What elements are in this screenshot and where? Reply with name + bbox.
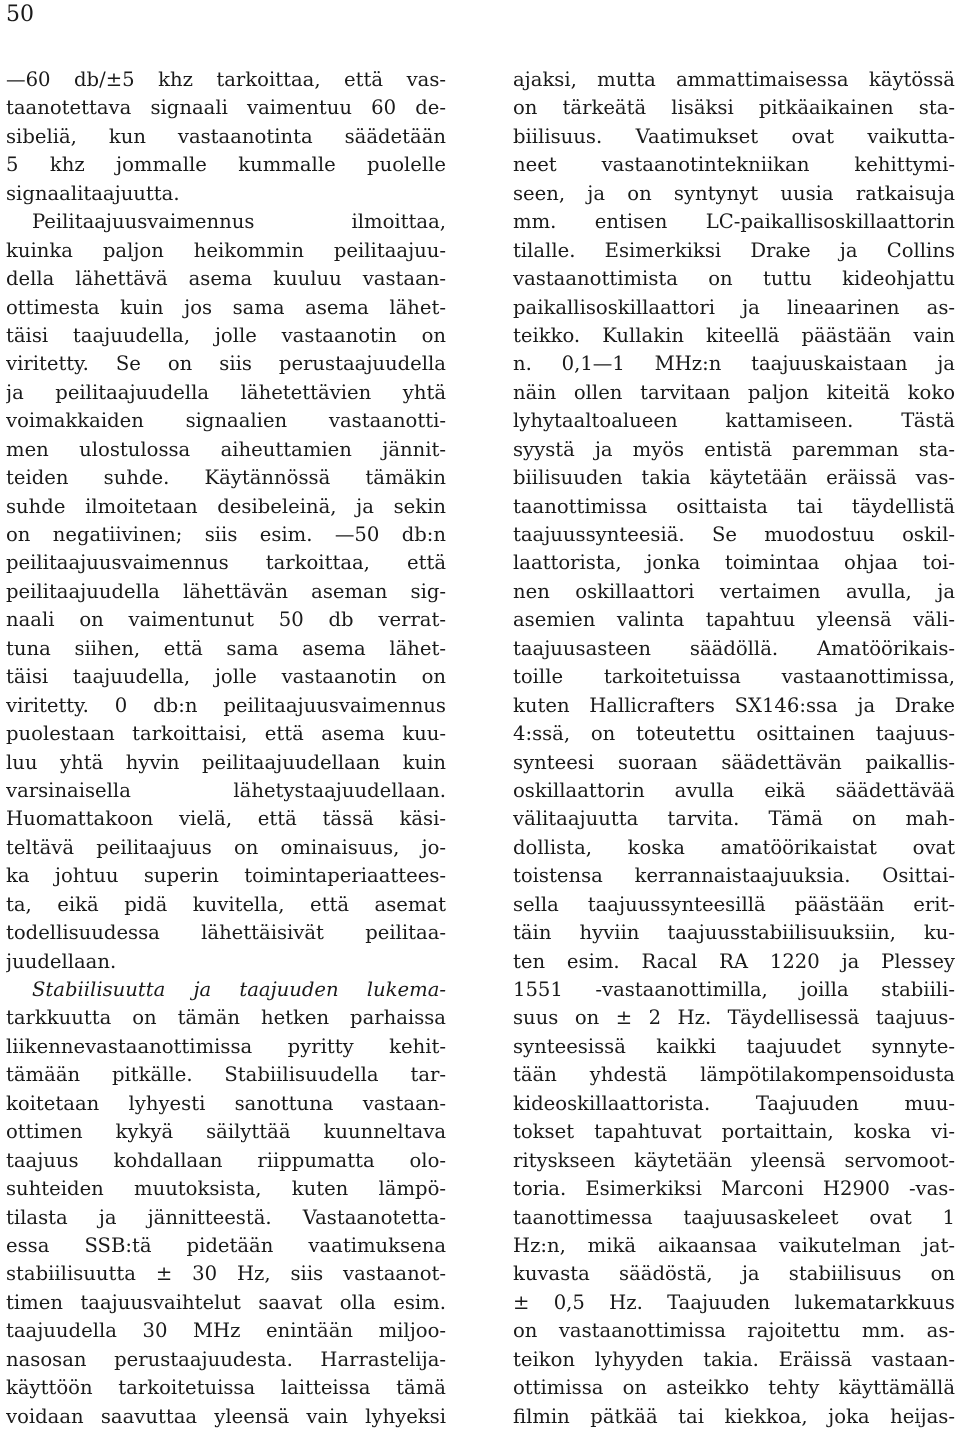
text-line: suhteiden muutoksista, kuten lämpö- (6, 1177, 446, 1201)
text-line: toille tarkoitetuissa vastaanottimissa, (513, 665, 955, 689)
text-line: voimakkaiden signaalien vastaanotti- (6, 409, 446, 433)
text-line: käyttöön tarkoitetuissa laitteissa tämä (6, 1376, 446, 1400)
page-number: 50 (6, 2, 34, 27)
text-line: täin hyviin taajuusstabiilisuuksiin, ku- (513, 921, 955, 945)
text-line: 5 khz jommalle kummalle puolelle (6, 153, 446, 177)
text-line: taajuusasteen säädöllä. Amatöörikais- (513, 636, 955, 660)
text-line: vastaanottimista on tuttu kideohjattu (513, 267, 955, 291)
text-line: tilalle. Esimerkiksi Drake ja Collins (513, 238, 955, 262)
text-line: kuinka paljon heikommin peilitaajuu- (6, 238, 446, 262)
text-line: puolestaan tarkoittaisi, että asema kuu- (6, 722, 446, 746)
text-line: ten esim. Racal RA 1220 ja Plessey (513, 949, 955, 973)
text-line: nen oskillaattori vertaimen avulla, ja (513, 579, 955, 603)
text-line: Peilitaajuusvaimennus ilmoittaa, (32, 210, 446, 234)
text-line: asemien valinta tapahtuu yleensä väli- (513, 608, 955, 632)
text-line: kuvasta säädöstä, ja stabiilisuus on (513, 1262, 955, 1286)
text-line: tokset tapahtuvat portaittain, koska vi- (513, 1120, 955, 1144)
left-column (6, 66, 446, 1431)
text-line: ja peilitaajuudella lähetettävien yhtä (6, 380, 446, 404)
text-line: taanottimissa osittaista tai täydellistä (513, 494, 955, 518)
text-line: Hz:n, mikä aikaansaa vaikutelman jat- (513, 1233, 955, 1257)
text-line: lyhytaaltoalueen kattamiseen. Tästä (513, 409, 955, 433)
text-line: täisi taajuudella, jolle vastaanotin on (6, 665, 446, 689)
text-line: näin ollen tarvitaan paljon kiteitä koko (513, 380, 955, 404)
text-line: tään yhdestä lämpötilakompensoidusta (513, 1063, 955, 1087)
text-line: koitetaan lyhyesti sanottuna vastaan- (6, 1091, 446, 1115)
text-line: suhde ilmoitetaan desibeleinä, ja sekin (6, 494, 446, 518)
text-line: biilisuus. Vaatimukset ovat vaikutta- (513, 124, 955, 148)
text-line: timen taajuusvaihtelut saavat olla esim. (6, 1290, 446, 1314)
text-line: liikennevastaanottimissa pyritty kehit- (6, 1034, 446, 1058)
text-line: dollista, koska amatöörikaistat ovat (513, 835, 955, 859)
text-line: rityskseen käytetään yleensä servomoot- (513, 1148, 955, 1172)
text-line: ottimesta kuin jos sama asema lähet- (6, 295, 446, 319)
text-line: on tärkeätä lisäksi pitkäaikainen sta- (513, 96, 955, 120)
text-line: 1551 -vastaanottimilla, joilla stabiili- (513, 978, 955, 1001)
text-line: teikko. Kullakin kiteellä päästään vain (513, 323, 955, 347)
text-line: ottimen kykyä säilyttää kuunneltava (6, 1120, 446, 1144)
text-line: —60 db/±5 khz tarkoittaa, että vas- (6, 68, 446, 91)
text-line: neet vastaanotintekniikan kehittymi- (513, 153, 955, 177)
text-line: 4:ssä, on toteutettu osittainen taajuus- (513, 722, 955, 746)
text-line: juudellaan. (6, 949, 117, 973)
text-line: kideoskillaattorista. Taajuuden muu- (513, 1091, 955, 1115)
text-line: teikon lyhyyden takia. Eräissä vastaan- (513, 1347, 955, 1371)
text-line: synteesissä kaikki taajuudet synnyte- (513, 1034, 955, 1058)
text-line: teiden suhde. Käytännössä tämäkin (6, 466, 446, 490)
text-line: ajaksi, mutta ammattimaisessa käytössä (513, 68, 955, 91)
text-line: laattorista, jonka toimintaa ohjaa toi- (513, 551, 955, 575)
text-line: taajuus kohdallaan riippumatta olo- (6, 1148, 446, 1172)
text-line: synteesi suoraan säädettävän paikallis- (513, 750, 955, 774)
text-line: ottimissa on asteikko tehty käyttämällä (513, 1376, 955, 1400)
text-line: seen, ja on syntynyt uusia ratkaisuja (513, 181, 955, 205)
text-line: kuten Hallicrafters SX146:ssa ja Drake (513, 693, 955, 717)
right-column (513, 66, 955, 1431)
text-line: taajuussynteesiä. Se muodostuu oskil- (513, 523, 955, 546)
text-line: viritetty. 0 db:n peilitaajuusvaimennus (6, 693, 446, 717)
text-line: tuna siihen, että sama asema lähet- (6, 636, 446, 660)
text-line: mm. entisen LC-paikallisoskillaattorin (513, 210, 955, 234)
text-line: della lähettävä asema kuuluu vastaan- (6, 267, 446, 291)
text-line: ± 0,5 Hz. Taajuuden lukematarkkuus (513, 1290, 955, 1314)
text-line: todellisuudessa lähettäisivät peilitaa- (6, 921, 446, 945)
text-line: toistensa kerrannaistaajuuksia. Osittai- (513, 864, 955, 888)
text-line (6, 976, 446, 1004)
text-line: ta, eikä pidä kuvitella, että asemat (6, 892, 446, 916)
text-line: suus on ± 2 Hz. Täydellisessä taajuus- (513, 1006, 955, 1030)
text-line: oskillaattorin avulla eikä säädettävää (513, 778, 955, 802)
text-line: toria. Esimerkiksi Marconi H2900 -vas- (513, 1177, 955, 1201)
text-line: sibeliä, kun vastaanotinta säädetään (6, 124, 446, 148)
text-line: filmin pätkää tai kiekkoa, joka heijas- (513, 1404, 955, 1428)
text-line: biilisuuden takia käytetään eräissä vas- (513, 466, 955, 490)
text-line: taajuudella 30 MHz enintään miljoo- (6, 1319, 446, 1343)
text-line: voidaan saavuttaa yleensä vain lyhyeksi (6, 1404, 446, 1428)
text-line: ka johtuu superin toimintaperiaattees- (6, 864, 446, 888)
text-line: peilitaajuusvaimennus tarkoittaa, että (6, 551, 446, 575)
text-line: teltävä peilitaajuus on ominaisuus, jo- (6, 835, 446, 859)
text-line: syystä ja myös entistä paremman sta- (513, 437, 955, 461)
text-line: tarkkuutta on tämän hetken parhaissa (6, 1006, 446, 1030)
text-line: taanotettava signaali vaimentuu 60 de- (6, 96, 446, 120)
text-line: on vastaanottimissa rajoitettu mm. as- (513, 1319, 955, 1343)
text-line: n. 0,1—1 MHz:n taajuuskaistaan ja (513, 352, 955, 376)
text-line: stabiilisuutta ± 30 Hz, siis vastaanot- (6, 1262, 446, 1286)
text-line: taanottimessa taajuusaskeleet ovat 1 (513, 1205, 955, 1229)
text-line: on negatiivinen; siis esim. —50 db:n (6, 523, 446, 546)
text-line: sella taajuussynteesillä päästään erit- (513, 892, 955, 916)
text-line: paikallisoskillaattori ja lineaarinen as- (513, 295, 955, 319)
text-line: signaalitaajuutta. (6, 181, 180, 205)
italic-text: Stabiilisuutta ja taajuuden lukema- (32, 978, 446, 1001)
text-line: välitaajuutta tarvita. Tämä on mah- (513, 807, 955, 831)
text-line: men ulostulossa aiheuttamien jännit- (6, 437, 446, 461)
text-line: Huomattakoon vielä, että tässä käsi- (6, 807, 446, 831)
text-line: varsinaisella lähetystaajuudellaan. (6, 778, 446, 802)
text-line: nasosan perustaajuudesta. Harrastelija- (6, 1347, 446, 1371)
text-line: tilasta ja jännitteestä. Vastaanotetta- (6, 1205, 446, 1229)
text-line: viritetty. Se on siis perustaajuudella (6, 352, 446, 376)
text-line: essa SSB:tä pidetään vaatimuksena (6, 1233, 446, 1257)
text-line: peilitaajuudella lähettävän aseman sig- (6, 579, 446, 603)
text-line: luu yhtä hyvin peilitaajuudellaan kuin (6, 750, 446, 774)
text-line: tämään pitkälle. Stabiilisuudella tar- (6, 1063, 446, 1087)
text-line: täisi taajuudella, jolle vastaanotin on (6, 323, 446, 347)
text-line: naali on vaimentunut 50 db verrat- (6, 608, 446, 632)
